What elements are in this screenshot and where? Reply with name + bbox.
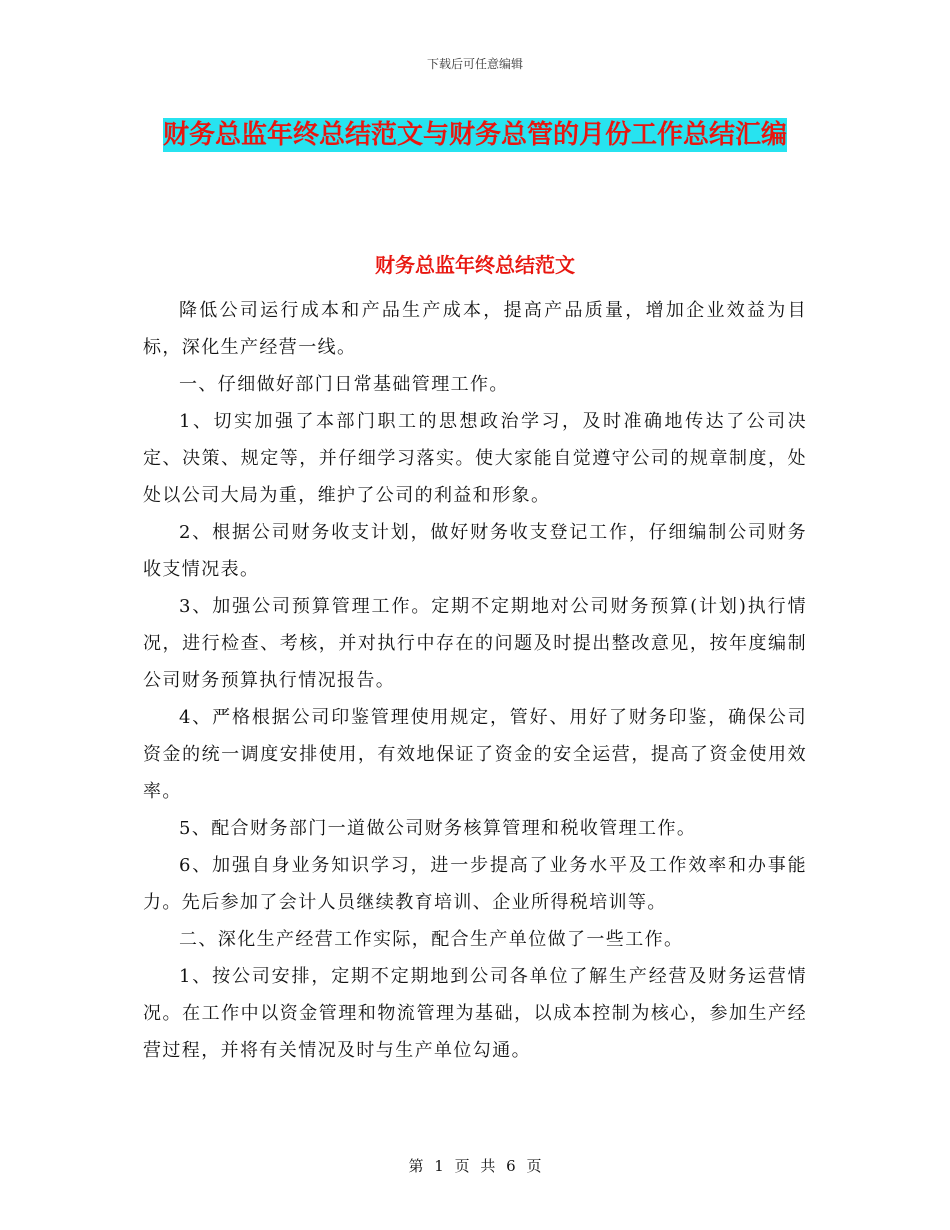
paragraph: 一、仔细做好部门日常基础管理工作。 [179,374,509,395]
paragraph: 2、根据公司财务收支计划，做好财务收支登记工作，仔细编制公司财务收支情况表。 [143,522,807,580]
page-number: 第 1 页 共 6 页 [408,1157,542,1175]
document-body [143,292,807,1069]
paragraph: 1、按公司安排，定期不定期地到公司各单位了解生产经营及财务运营情况。在工作中以资金管理和物流管理为基础，以成本控制为核心，参加生产经营过程，并将有关情况及时与生产单位勾通。 [143,966,807,1061]
paragraph: 3、加强公司预算管理工作。定期不定期地对公司财务预算(计划)执行情况，进行检查、考核，并对执行中存在的问题及时提出整改意见，按年度编制公司财务预算执行情况报告。 [143,596,807,691]
paragraph: 降低公司运行成本和产品生产成本，提高产品质量，增加企业效益为目标，深化生产经营一线。 [143,300,807,358]
paragraph: 二、深化生产经营工作实际，配合生产单位做了一些工作。 [179,929,684,950]
paragraph: 6、加强自身业务知识学习，进一步提高了业务水平及工作效率和办事能力。先后参加了会计人员继续教育培训、企业所得税培训等。 [143,855,807,913]
paragraph: 1、切实加强了本部门职工的思想政治学习，及时准确地传达了公司决定、决策、规定等，并仔细学习落实。使大家能自觉遵守公司的规章制度，处处以公司大局为重，维护了公司的利益和形象。 [143,411,807,506]
paragraph: 5、配合财务部门一道做公司财务核算管理和税收管理工作。 [179,818,697,839]
document-title-text: 财务总监年终总结范文与财务总管的月份工作总结汇编 [162,120,787,150]
document-title [140,110,810,160]
section-title: 财务总监年终总结范文 [375,253,575,277]
header-note: 下载后可任意编辑 [426,57,523,71]
paragraph: 4、严格根据公司印鉴管理使用规定，管好、用好了财务印鉴，确保公司资金的统一调度安排使用，有效地保证了资金的安全运营，提高了资金使用效率。 [143,707,807,802]
